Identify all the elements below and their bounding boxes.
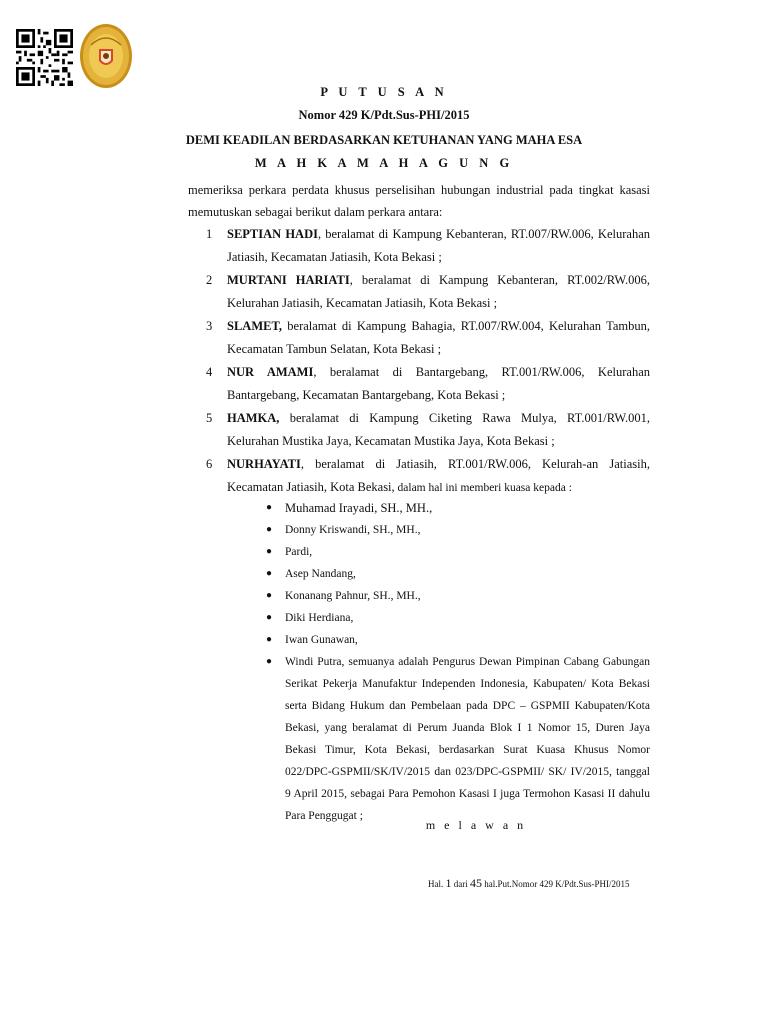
list-item [266, 629, 650, 651]
attorney-description: Windi Putra, semuanya adalah Pengurus Dewan Pimpinan Cabang Gabungan Serikat Pekerja Manufaktur Independen Indonesia, Kabupaten/ Kota Bekasi serta Bidang Hukum dan Pembelaan pada DPC – GSPMII Kabupaten/Kota Bekasi, yang beralamat di Perum Juanda Blok I 1 Nomor 15, Duren Jaya Bekasi Timur, Kota Bekasi, berdasarkan Surat Kuasa Khusus Nomor 022/DPC-GSPMII/SK/IV/2015 dan 023/DPC-GSPMII/ SK/ IV/2015, tanggal 9 April 2015, sebagai Para Pemohon Kasasi I juga Termohon Kasasi II dahulu Para Penggugat ; [285, 656, 650, 822]
attorney-name: Iwan Gunawan, [285, 634, 358, 646]
party-item [206, 453, 650, 500]
bullet-icon: ● [266, 634, 273, 645]
motto: DEMI KEADILAN BERDASARKAN KETUHANAN YANG MAHA ESA [185, 133, 583, 147]
bullet-icon: ● [266, 656, 273, 667]
party-address: , beralamat di Jatiasih, RT.001/RW.006, Kelurah-an Jatiasih, Kecamatan Jatiasih, Kota Bekasi, [227, 457, 650, 494]
party-name: SEPTIAN HADI [227, 227, 318, 241]
bullet-icon: ● [266, 502, 273, 513]
list-item [266, 563, 650, 585]
party-item [206, 223, 650, 269]
versus-label: m e l a w a n [425, 818, 527, 832]
page-footer [428, 876, 630, 891]
bullet-icon: ● [266, 568, 273, 579]
case-number: Nomor 429 K/Pdt.Sus-PHI/2015 [298, 108, 470, 122]
attorney-name: Konanang Pahnur, SH., MH., [285, 590, 421, 602]
party-item [206, 315, 650, 361]
attorney-name: Pardi, [285, 546, 313, 558]
attorney-name: Asep Nandang, [285, 568, 356, 580]
footer-dari: dari [451, 879, 470, 889]
qr-code-icon [16, 29, 73, 86]
party-name: SLAMET, [227, 319, 282, 333]
party-number: 4 [206, 365, 213, 379]
party-number: 3 [206, 319, 213, 333]
footer-hal: Hal. [428, 879, 446, 889]
party-tail: dalam hal ini memberi kuasa kepada : [394, 482, 572, 494]
attorney-name: Muhamad Irayadi, SH., MH., [285, 501, 433, 515]
bullet-icon: ● [266, 546, 273, 557]
party-item [206, 407, 650, 453]
list-item [266, 651, 650, 827]
party-name: NURHAYATI [227, 457, 301, 471]
party-number: 6 [206, 457, 213, 471]
page-number: 1 [445, 876, 452, 890]
party-address: , beralamat di Bantargebang, RT.001/RW.006, Kelurahan Bantargebang, Kecamatan Bantargebang, Kota Bekasi ; [227, 365, 650, 402]
intro-paragraph: memeriksa perkara perdata khusus perselisihan hubungan industrial pada tingkat kasasi memutuskan sebagai berikut dalam perkara antara: [188, 183, 650, 219]
party-name: HAMKA, [227, 411, 280, 425]
party-item [206, 269, 650, 315]
party-address: , beralamat di Kampung Kebanteran, RT.002/RW.006, Kelurahan Jatiasih, Kecamatan Jatiasih, Kota Bekasi ; [227, 273, 651, 310]
list-item [266, 541, 650, 563]
bullet-icon: ● [266, 612, 273, 623]
party-address: beralamat di Kampung Bahagia, RT.007/RW.004, Kelurahan Tambun, Kecamatan Tambun Selatan, Kota Bekasi ; [227, 319, 650, 356]
list-item [266, 497, 650, 519]
party-address: , beralamat di Kampung Kebanteran, RT.007/RW.006, Kelurahan Jatiasih, Kecamatan Jatiasih, Kota Bekasi ; [227, 227, 650, 264]
list-item [266, 585, 650, 607]
bullet-icon: ● [266, 524, 273, 535]
page-total: 45 [470, 876, 482, 890]
footer-reference: hal.Put.Nomor 429 K/Pdt.Sus-PHI/2015 [482, 879, 630, 889]
attorney-name: Diki Herdiana, [285, 612, 354, 624]
attorney-name: Donny Kriswandi, SH., MH., [285, 524, 421, 536]
party-name: MURTANI HARIATI [227, 273, 350, 287]
bullet-icon: ● [266, 590, 273, 601]
party-number: 1 [206, 227, 213, 241]
court-seal-logo [79, 23, 133, 89]
document-title: P U T U S A N [320, 85, 448, 99]
party-name: NUR AMAMI [227, 365, 314, 379]
party-item [206, 361, 650, 407]
party-number: 5 [206, 411, 213, 425]
list-item [266, 607, 650, 629]
party-address: beralamat di Kampung Ciketing Rawa Mulya, RT.001/RW.001, Kelurahan Mustika Jaya, Kecamatan Mustika Jaya, Kota Bekasi ; [227, 411, 650, 448]
list-item [266, 519, 650, 541]
court-name: M A H K A M A H A G U N G [254, 156, 514, 170]
party-number: 2 [206, 273, 213, 287]
